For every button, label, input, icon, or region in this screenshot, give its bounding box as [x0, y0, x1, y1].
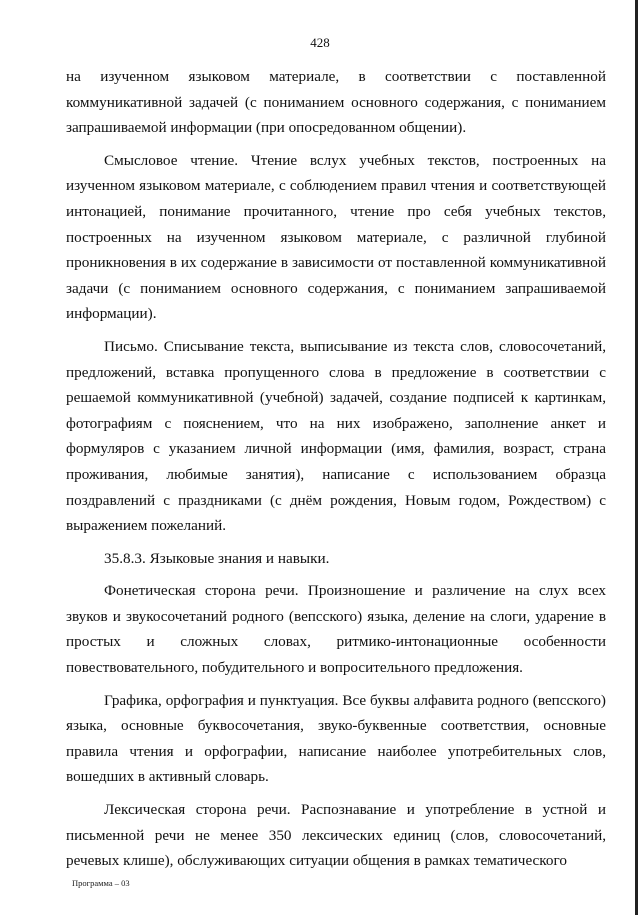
paragraph-writing: Письмо. Списывание текста, выписывание из текста слов, словосочетаний, предложений, вставка пропущенного слова в предложение в соответствии с решаемой коммуникативной (учебной) задачей, создание подписей к картинкам, фотографиям с пояснением, что на них изображено, заполнение анкет и формуляров с указанием личной информации (имя, фамилия, возраст, страна проживания, любимые занятия), написание с использованием образца поздравлений с праздниками (с днём рождения, Новым годом, Рождеством) с выражением пожеланий. — [66, 337, 606, 535]
paragraph-phonetics: Фонетическая сторона речи. Произношение и различение на слух всех звуков и звукосочетаний родного (вепсского) языка, деление на слоги, ударение в простых и сложных словах, ритмико-интонационные особенности повествовательного, побудительного и вопросительного предложения. — [66, 582, 606, 677]
scan-edge — [635, 0, 638, 915]
page-number: 428 — [310, 35, 330, 50]
section-heading: 35.8.3. Языковые знания и навыки. — [104, 549, 330, 567]
body-text — [66, 64, 606, 874]
footer-label: Программа – 03 — [72, 878, 130, 888]
paragraph-graphics-orthography: Графика, орфография и пунктуация. Все буквы алфавита родного (вепсского) языка, основные буквосочетания, звуко-буквенные соответствия, основные правила чтения и орфографии, написание наиболее употребительных слов, вошедших в активный словарь. — [66, 691, 606, 786]
paragraph-lexis: Лексическая сторона речи. Распознавание и употребление в устной и письменной речи не менее 350 лексических единиц (слов, словосочетаний, речевых клише), обслуживающих ситуации общения в рамках тематического — [66, 801, 606, 870]
paragraph-semantic-reading: Смысловое чтение. Чтение вслух учебных текстов, построенных на изученном языковом материале, с соблюдением правил чтения и соответствующей интонацией, понимание прочитанного, чтение про себя учебных текстов, построенных на изученном языковом материале, с различной глубиной проникновения в их содержание в зависимости от поставленной коммуникативной задачи (с пониманием основного содержания, с пониманием запрашиваемой информации). — [66, 151, 606, 323]
paragraph-continuation: на изученном языковом материале, в соответствии с поставленной коммуникативной задачей (с пониманием основного содержания, с пониманием запрашиваемой информации (при опосредованном общении). — [66, 68, 606, 137]
